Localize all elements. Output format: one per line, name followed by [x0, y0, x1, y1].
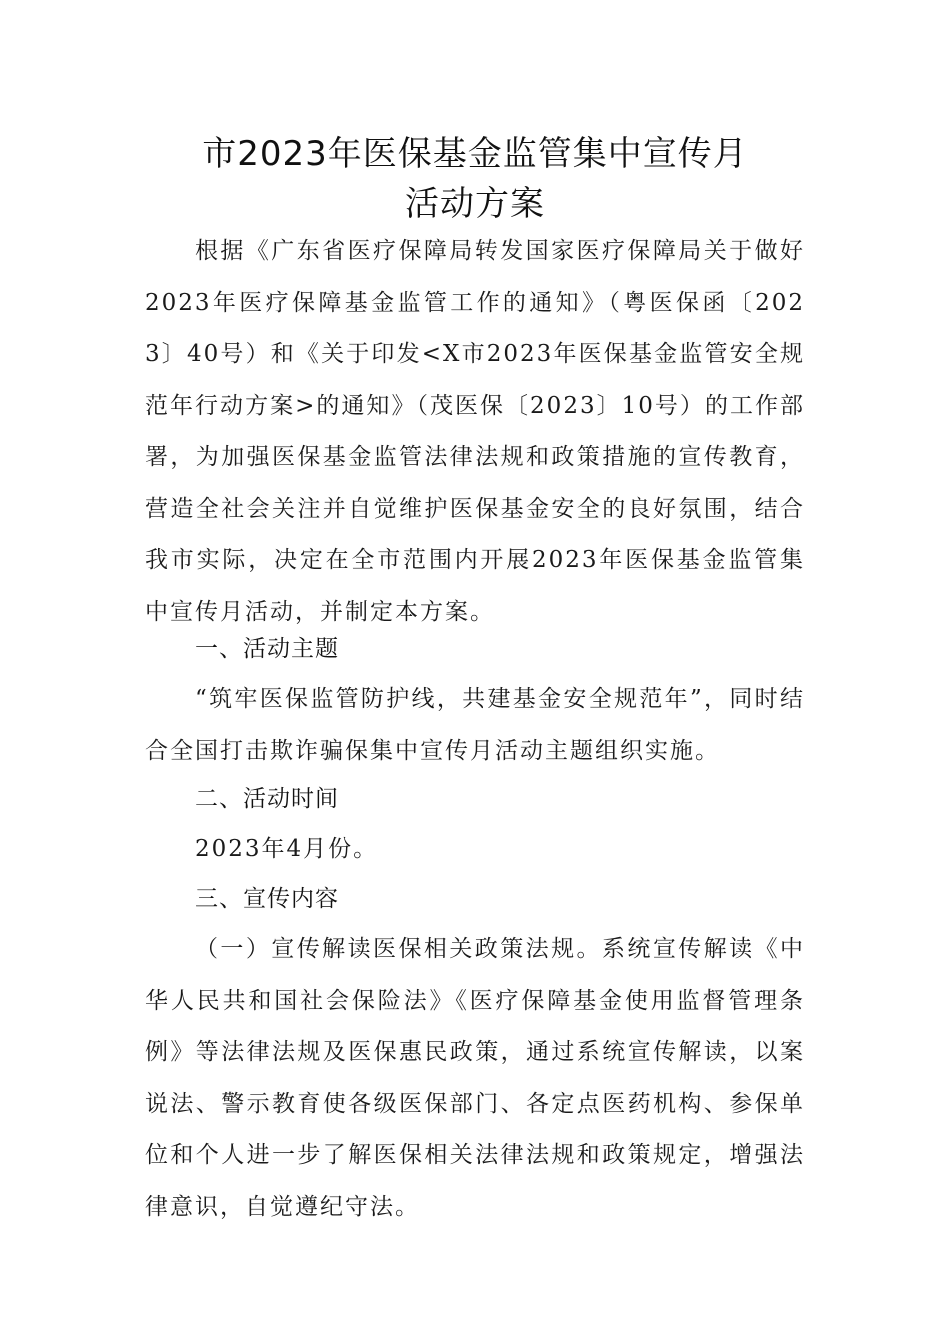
intro-paragraph: 根据《广东省医疗保障局转发国家医疗保障局关于做好2023年医疗保障基金监管工作的通知》（粤医保函〔2023〕40号）和《关于印发<X市2023年医保基金监管安全规范年行动方案>的通知》（茂医保〔2023〕10号）的工作部署，为加强医保基金监管法律法规和政策措施的宣传教育，营造全社会关注并自觉维护医保基金安全的良好氛围，结合我市实际，决定在全市范围内开展2023年医保基金监管集中宣传月活动，并制定本方案。 [145, 238, 805, 625]
section-body-content: （一）宣传解读医保相关政策法规。系统宣传解读《中华人民共和国社会保险法》《医疗保障基金使用监督管理条例》等法律法规及医保惠民政策，通过系统宣传解读，以案说法、警示教育使各级医保部门、各定点医药机构、参保单位和个人进一步了解医保相关法律法规和政策规定，增强法律意识，自觉遵纪守法。 [145, 936, 805, 1220]
document-title-line-1: 市2023年医保基金监管集中宣传月 [202, 134, 748, 174]
section-heading-content: 三、宣传内容 [195, 886, 339, 912]
document-title-line-2: 活动方案 [405, 184, 545, 224]
section-heading-theme: 一、活动主题 [195, 636, 339, 662]
section-heading-time: 二、活动时间 [195, 786, 339, 812]
section-body-theme: “筑牢医保监管防护线，共建基金安全规范年”，同时结合全国打击欺诈骗保集中宣传月活动主题组织实施。 [145, 686, 805, 764]
section-body-time: 2023年4月份。 [195, 836, 379, 862]
